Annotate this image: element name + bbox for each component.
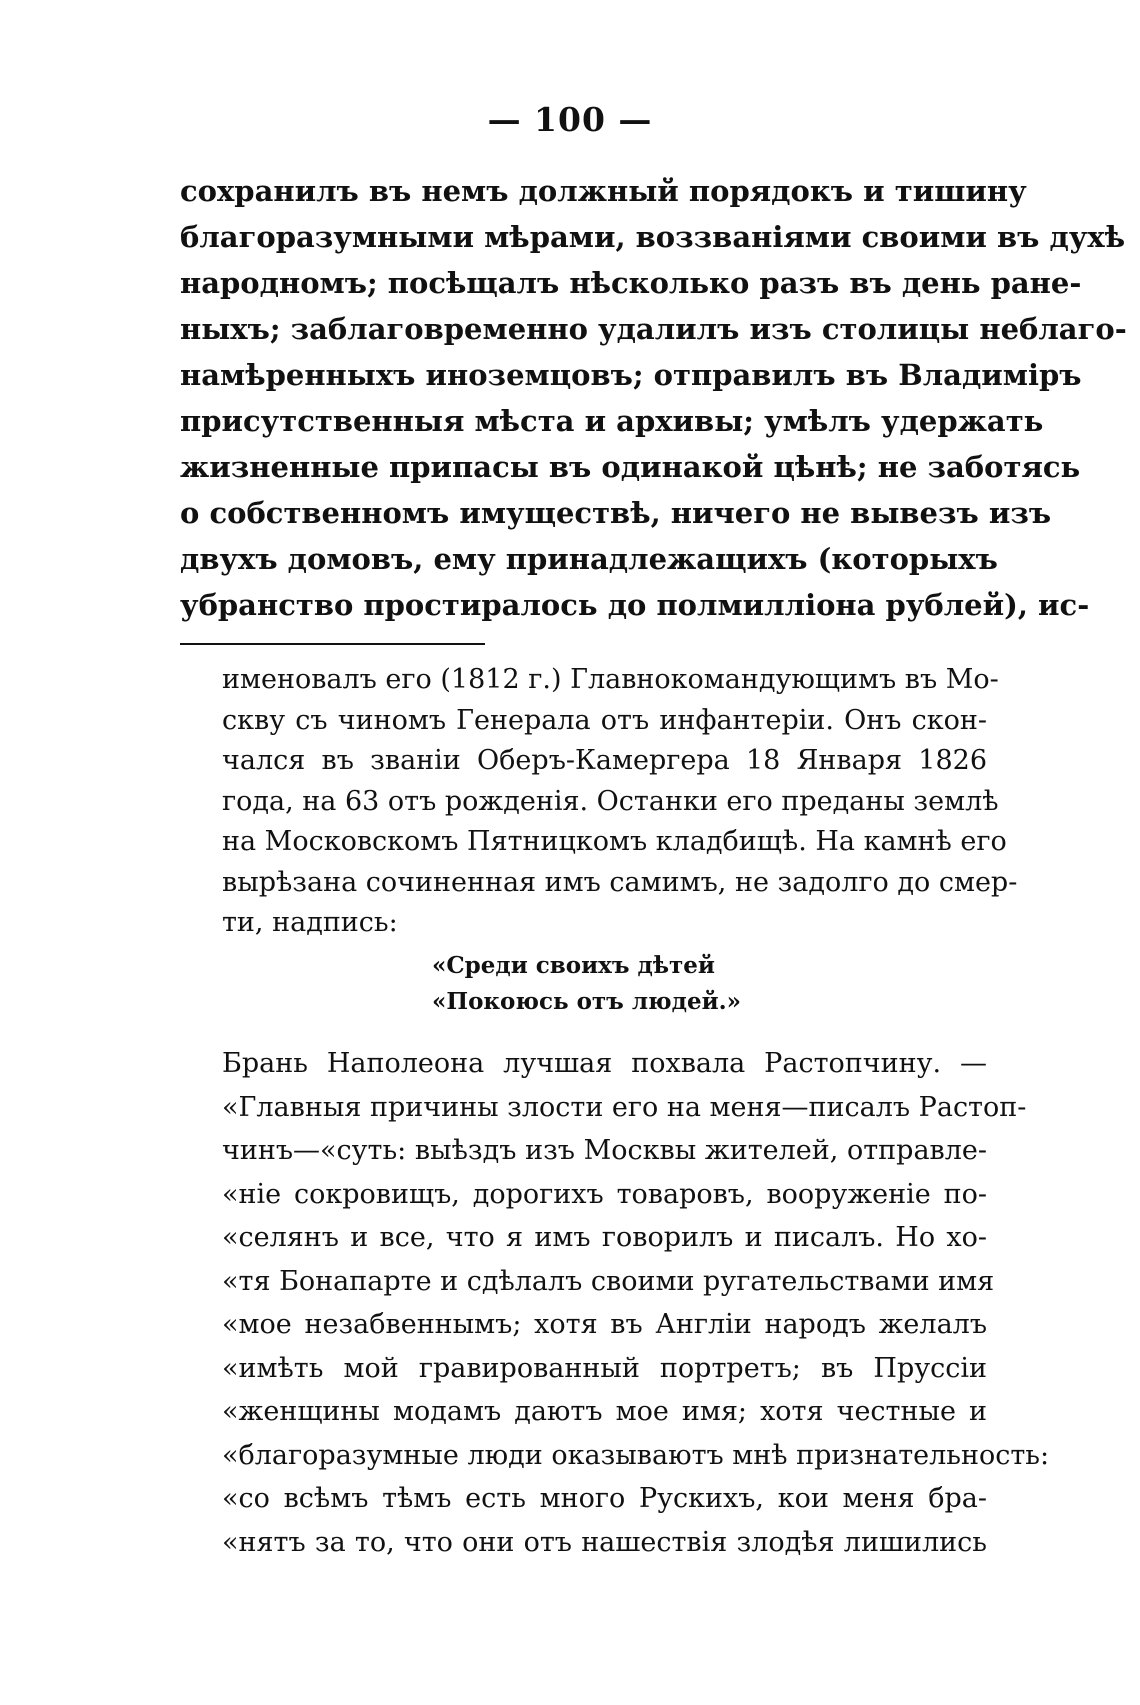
main-line: народномъ; посѣщалъ нѣсколько разъ въ день ране- bbox=[180, 266, 1082, 300]
body-line: «ніе сокровищъ, дорогихъ товаровъ, вооруженіе по- bbox=[222, 1178, 987, 1210]
page-number: — 100 — bbox=[487, 100, 653, 139]
body-line: «женщины модамъ даютъ мое имя; хотя честные и bbox=[222, 1396, 987, 1427]
body-line: «нятъ за то, что они отъ нашествія злодѣя лишились bbox=[222, 1526, 987, 1558]
footnote-continuation bbox=[222, 1042, 1050, 1564]
footnote-line: ти, надпись: bbox=[222, 907, 398, 938]
main-line: убранство простиралось до полмилліона рублей), ис- bbox=[180, 588, 1090, 622]
main-line: о собственномъ имуществѣ, ничего не вывезъ изъ bbox=[180, 496, 1052, 530]
body-line: «селянъ и все, что я имъ говорилъ и писалъ. Но хо- bbox=[222, 1222, 987, 1253]
body-line: «благоразумные люди оказываютъ мнѣ признательность: bbox=[222, 1439, 1050, 1471]
main-line: благоразумными мѣрами, воззваніями своими въ духѣ bbox=[180, 220, 1126, 254]
footnote-separator bbox=[180, 643, 485, 645]
footnote-text bbox=[222, 660, 1018, 944]
footnote-line: именовалъ его (1812 г.) Главнокомандующимъ въ Мо- bbox=[222, 664, 999, 695]
main-line: жизненные припасы въ одинакой цѣнѣ; не заботясь bbox=[180, 450, 1081, 484]
main-line: присутственныя мѣста и архивы; умѣлъ удержать bbox=[180, 404, 1044, 438]
footnote-line: чался въ званіи Оберъ-Камергера 18 Января 1826 bbox=[222, 745, 987, 776]
verse-line: «Среди своихъ дѣтей bbox=[432, 952, 715, 979]
main-line: намѣренныхъ иноземцовъ; отправилъ въ Владиміръ bbox=[180, 358, 1082, 392]
footnote-line: на Московскомъ Пятницкомъ кладбищѣ. На камнѣ его bbox=[222, 826, 1007, 857]
epitaph-verse bbox=[432, 948, 741, 1020]
body-line: «мое незабвеннымъ; хотя въ Англіи народъ желалъ bbox=[222, 1309, 987, 1340]
body-line: «тя Бонапарте и сдѣлалъ своими ругательствами имя bbox=[222, 1265, 995, 1297]
body-line: «имѣть мой гравированный портретъ; въ Пруссіи bbox=[222, 1352, 987, 1384]
body-line: чинъ—«суть: выѣздъ изъ Москвы жителей, отправле- bbox=[222, 1135, 987, 1166]
main-text bbox=[180, 168, 1127, 628]
body-line: «Главныя причины злости его на меня—писалъ Растоп- bbox=[222, 1091, 1027, 1123]
footnote-line: вырѣзана сочиненная имъ самимъ, не задолго до смер- bbox=[222, 866, 1018, 898]
footnote-line: года, на 63 отъ рожденія. Останки его преданы землѣ bbox=[222, 785, 999, 817]
footnote-line: скву съ чиномъ Генерала отъ инфантеріи. Онъ скон- bbox=[222, 704, 987, 736]
body-line: Брань Наполеона лучшая похвала Растопчину. — bbox=[222, 1048, 987, 1079]
main-line: двухъ домовъ, ему принадлежащихъ (которыхъ bbox=[180, 542, 998, 576]
main-line: сохранилъ въ немъ должный порядокъ и тишину bbox=[180, 174, 1027, 208]
body-line: «со всѣмъ тѣмъ есть много Рускихъ, кои меня бра- bbox=[222, 1483, 987, 1514]
verse-line: «Покоюсь отъ людей.» bbox=[432, 988, 742, 1015]
main-line: ныхъ; заблаговременно удалилъ изъ столицы неблаго- bbox=[180, 312, 1127, 346]
